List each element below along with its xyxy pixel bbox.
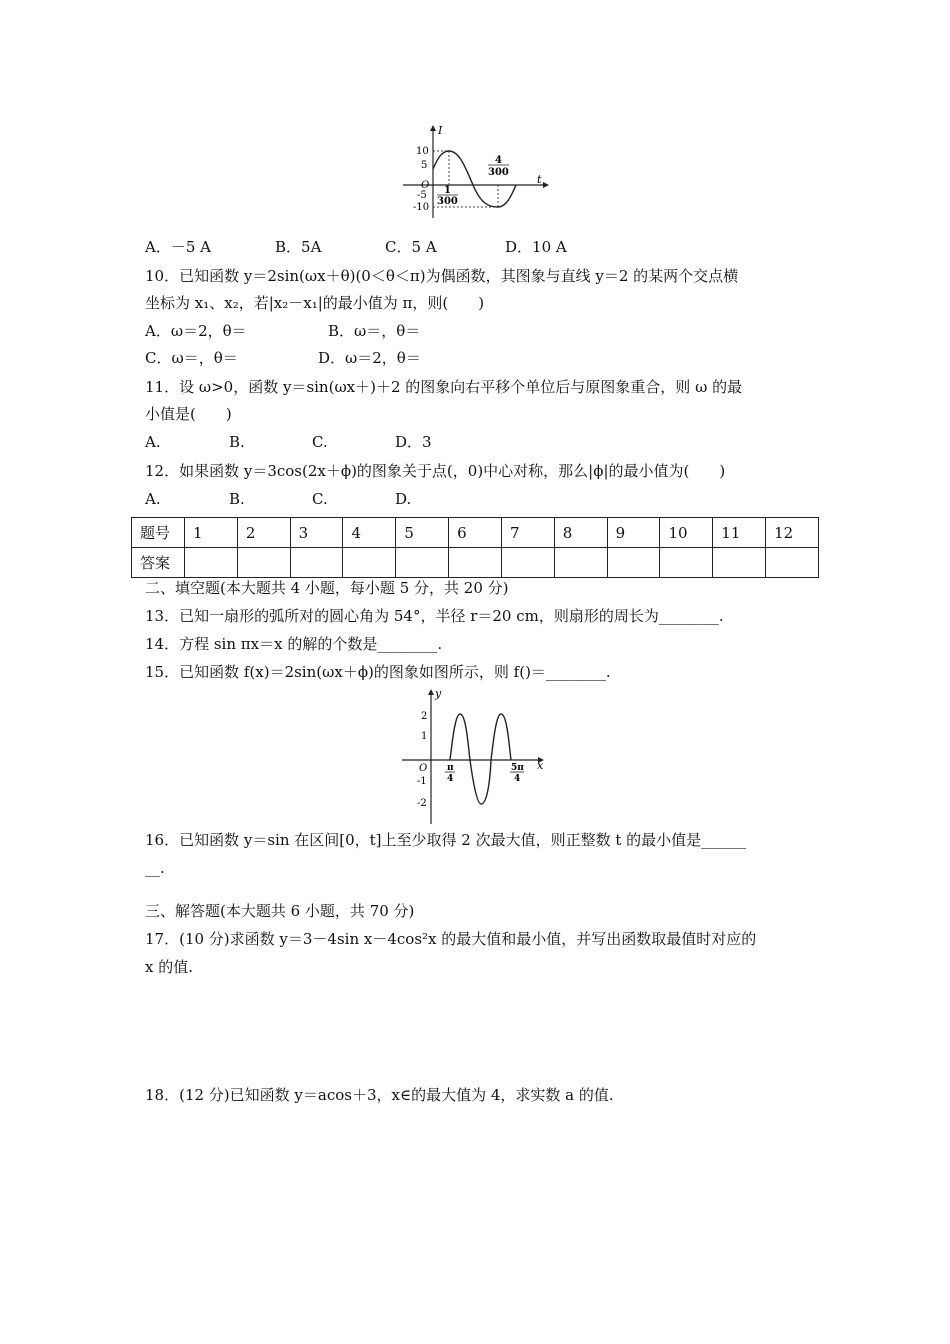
q16-line-1: 16．已知函数 y＝sin 在区间[0，t]上至少取得 2 次最大值，则正整数 t 的最小值是______ [145,831,747,849]
q10-line-1: 10．已知函数 y＝2sin(ωx＋θ)(0＜θ＜π)为偶函数，其图象与直线 y＝2 的某两个交点横 [145,267,739,285]
answer-cell[interactable] [766,548,819,578]
q9-option-b: B．5A [275,238,322,256]
question-number-header: 题号 [132,518,185,548]
answer-row [132,548,819,578]
answer-cell[interactable] [607,548,660,578]
question-number-cell: 9 [607,518,660,548]
answer-cell[interactable] [713,548,766,578]
q11-option-c: C. [312,433,328,451]
question-number-cell: 12 [766,518,819,548]
origin-label: O [421,180,430,191]
i-axis-label: I [438,124,443,137]
xtick-pi-4-den: 4 [447,774,454,784]
tick-neg10: -10 [413,202,430,213]
q10-option-d: D．ω＝2，θ＝ [318,349,421,367]
i-axis-arrow [430,125,436,131]
q11-option-d: D．3 [395,433,432,451]
q10-option-c: C．ω＝，θ＝ [145,349,238,367]
q14-text: 14．方程 sin πx＝x 的解的个数是________. [145,635,443,653]
tick-10: 10 [416,146,429,157]
t-axis-arrow [543,182,549,188]
x-axis-label: x [537,759,544,772]
xtick-5pi-4-den: 4 [514,774,521,784]
tick-1: 1 [421,731,428,742]
question-number-cell: 5 [396,518,449,548]
question-number-cell: 1 [185,518,238,548]
frac-1-300-den: 300 [437,196,458,207]
tick-neg2: -2 [417,798,427,809]
answer-cell[interactable] [554,548,607,578]
q11-line-2: 小值是( ) [145,405,232,423]
current-time-graph [395,122,555,222]
tick-neg5: -5 [417,190,427,201]
question-number-cell: 11 [713,518,766,548]
answer-table [131,517,819,578]
q18-text: 18．(12 分)已知函数 y＝acos＋3，x∈的最大值为 4，求实数 a 的值. [145,1086,614,1104]
q17-line-2: x 的值. [145,958,193,976]
answer-cell[interactable] [501,548,554,578]
q11-option-a: A. [145,433,161,451]
question-number-cell: 7 [501,518,554,548]
y-axis-label: y [435,687,442,700]
q10-line-2: 坐标为 x₁、x₂，若|x₂－x₁|的最小值为 π，则( ) [145,294,485,312]
y-axis-arrow [428,689,434,695]
q12-option-d: D. [395,490,412,508]
q9-option-c: C．5 A [385,238,437,256]
section-2-title: 二、填空题(本大题共 4 小题，每小题 5 分，共 20 分) [145,579,509,597]
question-number-cell: 10 [660,518,713,548]
q12-option-c: C. [312,490,328,508]
q11-option-b: B. [229,433,245,451]
q12-line-1: 12．如果函数 y＝3cos(2x＋ϕ)的图象关于点(，0)中心对称，那么|ϕ|的最小值为( ) [145,462,726,480]
xtick-5pi-4-num: 5π [511,763,524,773]
q15-text: 15．已知函数 f(x)＝2sin(ωx＋ϕ)的图象如图所示，则 f()＝________. [145,663,611,681]
sine-graph-q15 [398,686,558,826]
question-number-cell: 2 [237,518,290,548]
question-number-cell: 4 [343,518,396,548]
origin-label: O [419,763,428,774]
q12-option-b: B. [229,490,245,508]
question-number-cell: 3 [290,518,343,548]
tick-neg1: -1 [417,776,427,787]
frac-4-300-num: 4 [495,155,502,166]
tick-2: 2 [421,711,428,722]
answer-cell[interactable] [237,548,290,578]
frac-1-300-num: 1 [444,185,451,196]
tick-5: 5 [421,160,428,171]
question-number-cell: 6 [449,518,502,548]
section-3-title: 三、解答题(本大题共 6 小题，共 70 分) [145,902,415,920]
question-number-cell: 8 [554,518,607,548]
answer-cell[interactable] [396,548,449,578]
q11-line-1: 11．设 ω>0，函数 y＝sin(ωx＋)＋2 的图象向右平移个单位后与原图象重合，则 ω 的最 [145,378,743,396]
q10-option-a: A．ω＝2，θ＝ [145,322,247,340]
q9-option-d: D．10 A [505,238,567,256]
xtick-pi-4-num: π [447,763,454,773]
q10-option-b: B．ω＝，θ＝ [328,322,421,340]
q9-option-a: A．－5 A [145,238,211,256]
answer-cell[interactable] [660,548,713,578]
sine-curve [450,714,511,804]
t-axis-label: t [537,173,542,186]
q17-line-1: 17．(10 分)求函数 y＝3－4sin x－4cos²x 的最大值和最小值，并写出函数取最值时对应的 [145,930,757,948]
answer-cell[interactable] [343,548,396,578]
answer-header: 答案 [132,548,185,578]
q16-line-2: __. [145,859,165,877]
answer-cell[interactable] [449,548,502,578]
answer-cell[interactable] [290,548,343,578]
q12-option-a: A. [145,490,161,508]
frac-4-300-den: 300 [488,167,509,178]
answer-cell[interactable] [185,548,238,578]
q13-text: 13．已知一扇形的弧所对的圆心角为 54°，半径 r＝20 cm，则扇形的周长为________. [145,607,724,625]
question-number-row [132,518,819,548]
